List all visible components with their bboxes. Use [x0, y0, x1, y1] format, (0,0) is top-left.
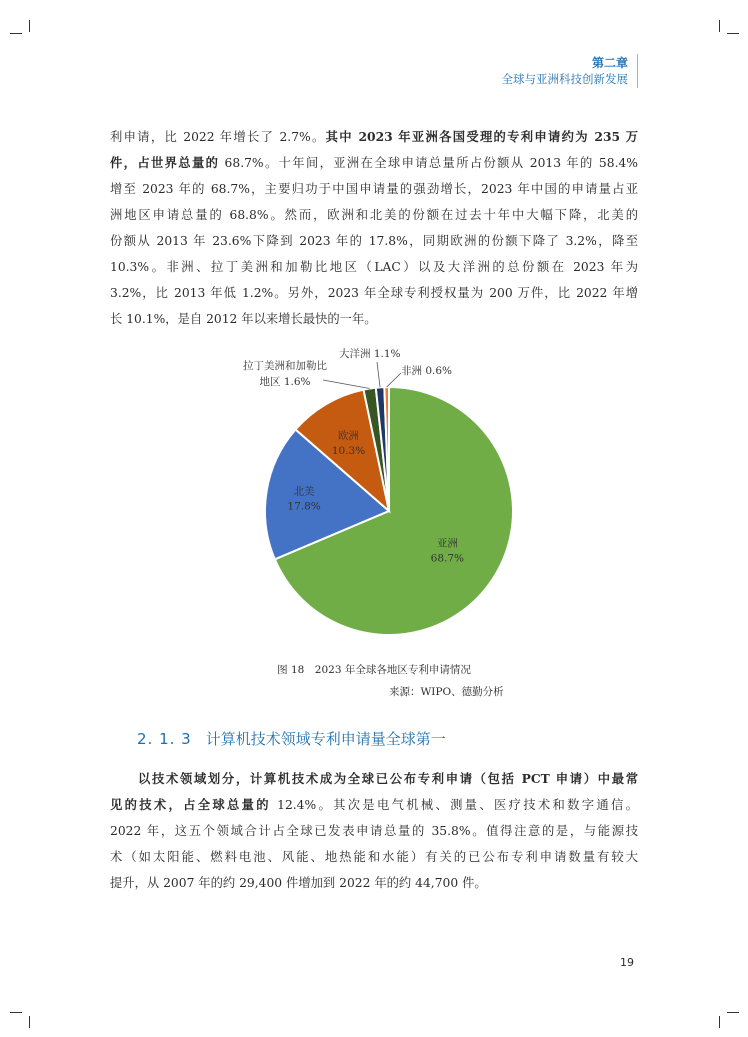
slice-label-value-north-america: 17.8% [287, 500, 321, 513]
crop-mark-top-right-h [727, 33, 739, 34]
paragraph-line: 10.3%。非洲、拉丁美洲和加勒比地区（LAC）以及大洋洲的总份额在 2023 年为 [110, 260, 638, 274]
slice-label-name-north-america: 北美 [293, 485, 315, 498]
section-number: 2. 1. 3 [137, 730, 192, 748]
slice-label-oceania: 大洋洲 1.1% [339, 348, 401, 360]
paragraph-line: 见的技术，占全球总量的 12.4%。其次是电气机械、测量、医疗技术和数字通信。 [110, 797, 638, 812]
paragraph-line: 2022 年，这五个领域合计占全球已发表申请总量的 35.8%。值得注意的是，与能源技 [110, 824, 638, 838]
slice-label-value-asia: 68.7% [430, 552, 465, 565]
section-heading [137, 728, 446, 749]
crop-mark-bottom-left-v [29, 1016, 30, 1028]
header-divider [637, 54, 638, 88]
crop-mark-top-right-v [719, 20, 720, 32]
figure-source: 来源：WIPO、德勤分析 [389, 686, 504, 698]
paragraph-line: 长 10.1%，是自 2012 年以来增长最快的一年。 [110, 312, 377, 326]
leader-line-oceania [377, 362, 380, 387]
paragraph-line: 利申请，比 2022 年增长了 2.7%。其中 2023 年亚洲各国受理的专利申请约为 235 万 [110, 129, 638, 144]
paragraph-line: 增至 2023 年的 68.7%，主要归功于中国申请量的强劲增长，2023 年中国的申请量占亚 [110, 182, 638, 196]
page-number: 19 [620, 956, 634, 969]
slice-label-name-asia: 亚洲 [436, 537, 458, 550]
crop-mark-bottom-right-v [719, 1016, 720, 1028]
crop-mark-bottom-left-h [10, 1012, 22, 1013]
leader-line-lac [323, 380, 370, 389]
section-title: 计算机技术领域专利申请量全球第一 [205, 730, 446, 748]
paragraph-2 [110, 766, 638, 896]
slice-label-name-europe: 欧洲 [338, 429, 360, 442]
paragraph-line: 术（如太阳能、燃料电池、风能、地热能和水能）有关的已公布专利申请数量有较大 [110, 850, 638, 864]
crop-mark-top-left-v [29, 20, 30, 32]
paragraph-line: 提升，从 2007 年的约 29,400 件增加到 2022 年的约 44,700 件。 [110, 876, 487, 890]
paragraph-line: 以技术领域划分，计算机技术成为全球已公布专利申请（包括 PCT 申请）中最常 [138, 771, 638, 786]
figure-caption: 图 18 2023 年全球各地区专利申请情况 [277, 664, 471, 676]
chapter-label: 第二章 [591, 56, 628, 70]
running-header [502, 55, 629, 88]
chapter-subtitle: 全球与亚洲科技创新发展 [501, 72, 628, 86]
pie-chart [215, 340, 535, 640]
crop-mark-top-left-h [10, 33, 22, 34]
leader-line-africa [387, 373, 401, 387]
paragraph-line: 份额从 2013 年 23.6%下降到 2023 年的 17.8%，同期欧洲的份额下降了 3.2%，降至 [110, 234, 638, 248]
paragraph-1 [110, 124, 638, 332]
slice-label-lac-line1: 拉丁美洲和加勒比 [243, 360, 327, 372]
crop-mark-bottom-right-h [727, 1012, 739, 1013]
slice-label-value-europe: 10.3% [331, 444, 366, 457]
slice-label-lac-line2: 地区 1.6% [259, 376, 311, 388]
paragraph-line: 3.2%，比 2013 年低 1.2%。另外，2023 年全球专利授权量为 200 万件，比 2022 年增 [110, 286, 638, 300]
paragraph-line: 件，占世界总量的 68.7%。十年间，亚洲在全球申请总量所占份额从 2013 年的 58.4% [110, 155, 638, 170]
paragraph-line: 洲地区申请总量的 68.8%。然而，欧洲和北美的份额在过去十年中大幅下降，北美的 [110, 208, 638, 222]
slice-label-africa: 非洲 0.6% [401, 365, 453, 377]
